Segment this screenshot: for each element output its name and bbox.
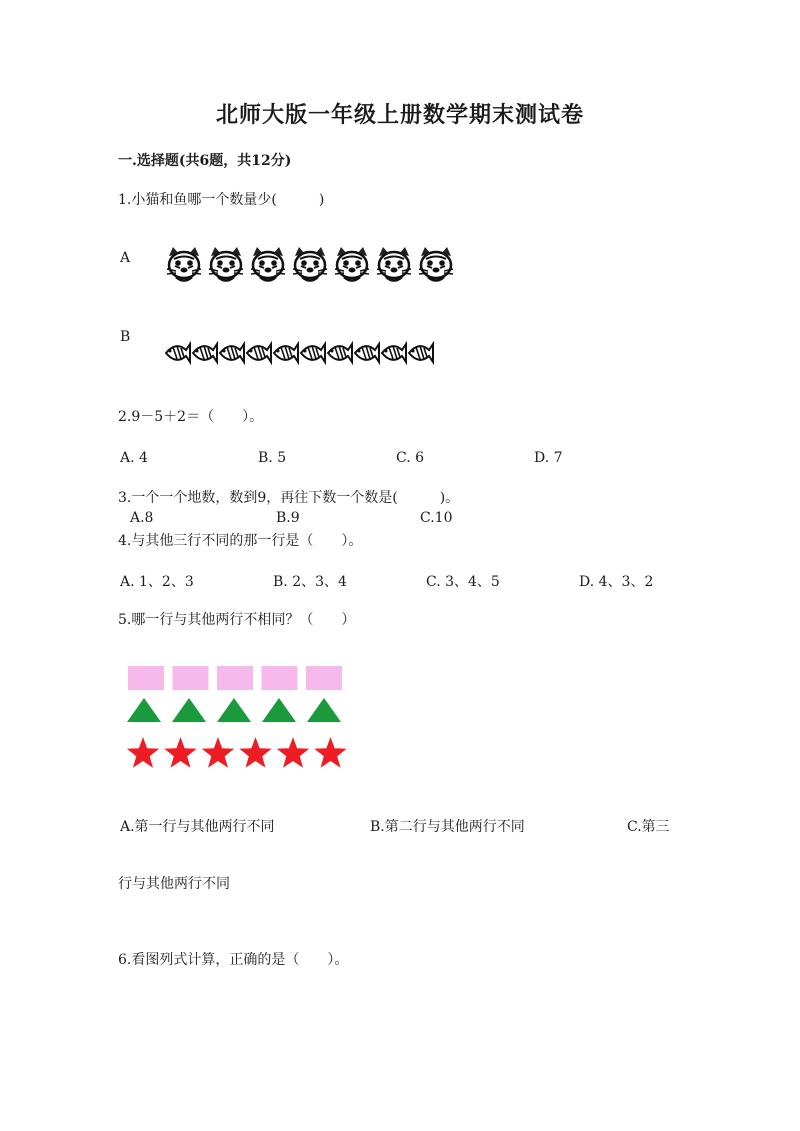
pink-rectangle [173,666,209,690]
q2-option-a[interactable]: A. 4 [120,450,148,466]
cat-icon [335,247,369,281]
fish-icon [382,344,406,362]
pink-rectangle [262,666,298,690]
cat-icon [419,247,453,281]
red-star [314,737,346,768]
fish-icon [274,344,298,362]
question-4-text: 4.与其他三行不同的那一行是（ ）。 [118,533,363,549]
fish-icon [328,344,352,362]
q4-option-d[interactable]: D. 4、3、2 [579,574,654,590]
fish-icon [409,344,433,362]
fish-icon [355,344,379,362]
fish-icon [220,344,244,362]
red-star [202,737,234,768]
green-triangle [307,698,341,722]
q3-option-b[interactable]: B.9 [276,510,300,526]
q2-option-d[interactable]: D. 7 [534,450,563,466]
cat-icon [209,247,243,281]
cat-icon [251,247,285,281]
q1-cats-image [164,246,469,286]
q4-option-c[interactable]: C. 3、4、5 [426,574,500,590]
q2-option-c[interactable]: C. 6 [396,450,425,466]
q3-option-a[interactable]: A.8 [130,510,154,526]
q1-option-b-label[interactable]: B [120,329,131,345]
fish-icon [193,344,217,362]
fish-icon [166,344,190,362]
question-5-text: 5.哪一行与其他两行不相同？（ ） [118,612,356,628]
question-1-text: 1.小猫和鱼哪一个数量少( ) [118,192,325,208]
green-triangle [127,698,161,722]
cat-icon [293,247,327,281]
fish-icon [301,344,325,362]
question-6-text: 6.看图列式计算，正确的是（ ）。 [118,952,349,968]
fish-icon [247,344,271,362]
q4-option-a[interactable]: A. 1、2、3 [120,574,194,590]
q2-option-b[interactable]: B. 5 [258,450,287,466]
pink-rectangle [128,666,164,690]
q4-option-b[interactable]: B. 2、3、4 [273,574,347,590]
cat-icon [377,247,411,281]
question-3-text: 3.一个一个地数，数到9，再往下数一个数是( )。 [118,490,460,506]
green-triangle [217,698,251,722]
q1-fish-image [164,338,439,368]
page-title: 北师大版一年级上册数学期末测试卷 [215,102,584,128]
q5-option-b[interactable]: B.第二行与其他两行不同 [370,819,525,835]
cat-icon [167,247,201,281]
q3-option-c[interactable]: C.10 [420,510,453,526]
section-heading: 一.选择题(共6题，共12分) [118,153,292,169]
pink-rectangle [217,666,253,690]
q5-option-c[interactable]: C.第三 [627,819,670,835]
red-star [127,737,159,768]
green-triangle [172,698,206,722]
question-2-text: 2.9－5＋2＝（ ）。 [118,409,264,425]
red-star [239,737,271,768]
q5-option-c-continued: 行与其他两行不同 [118,876,230,892]
red-star [164,737,196,768]
q5-option-a[interactable]: A.第一行与其他两行不同 [120,819,275,835]
q1-option-a-label[interactable]: A [120,250,131,266]
q5-shapes-figure [126,662,351,772]
green-triangle [262,698,296,722]
red-star [277,737,309,768]
pink-rectangle [306,666,342,690]
